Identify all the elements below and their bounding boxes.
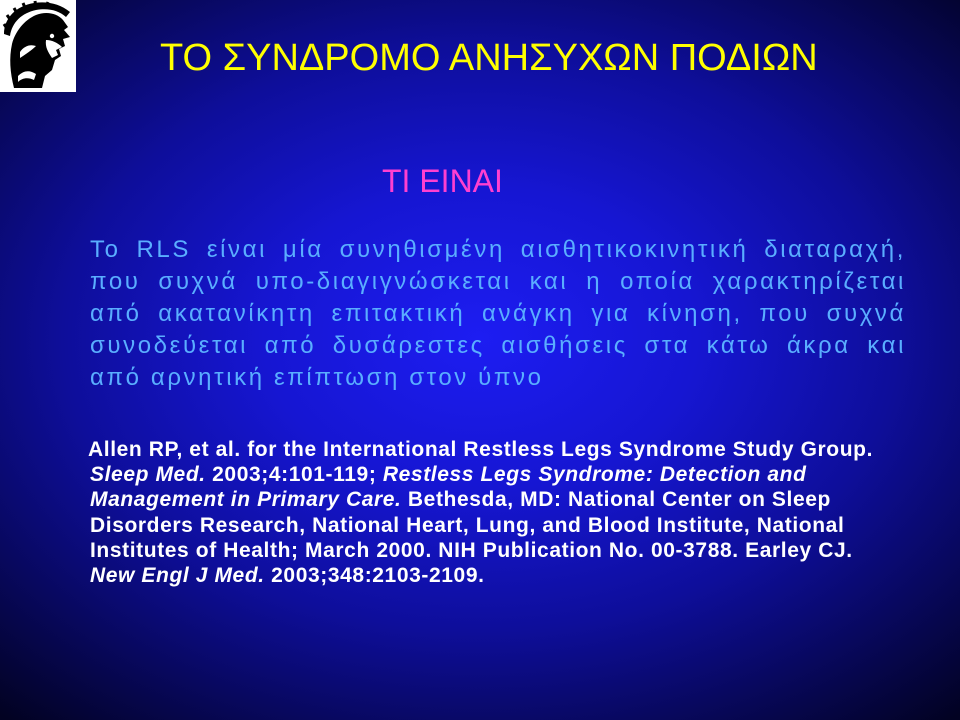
slide-subtitle: ΤΙ ΕΙΝΑΙ [382,163,503,199]
reference-line [88,487,873,512]
journal-name: New Engl J Med. [90,564,265,588]
reference-line [88,462,873,487]
journal-name: Sleep Med. [90,463,206,487]
definition-line: που συχνά υπο-διαγιγνώσκεται και η οποία χαρακτηρίζεται [90,268,906,295]
slide-title: ΤΟ ΣΥΝΔΡΟΜΟ ΑΝΗΣΥΧΩΝ ΠΟΔΙΩΝ [160,37,818,79]
university-logo [0,0,76,92]
definition-line: από ακατανίκητη επιτακτική ανάγκη για κίνηση, που συχνά [90,300,906,327]
reference-text: Allen RP, et al. for the International Restless Legs Syndrome Study Group. [88,438,873,461]
publication-title: Management in Primary Care. [90,488,402,512]
definition-line: Το RLS είναι μία συνηθισμένη αισθητικοκινητική διαταραχή, [90,236,906,263]
reference-text: 2003;348:2103-2109. [271,564,485,588]
reference-text: Disorders Research, National Heart, Lung, and Blood Institute, National [90,513,845,537]
reference-line [88,437,873,462]
definition-line: από αρνητική επίπτωση στον ύπνο [90,364,544,391]
definition-paragraph [90,234,906,394]
helmeted-head-logo-icon [0,0,76,92]
reference-text: Institutes of Health; March 2000. NIH Publication No. 00-3788. Earley CJ. [90,538,853,562]
reference-line [88,513,873,538]
reference-text: Bethesda, MD: National Center on Sleep [407,488,831,512]
publication-title: Restless Legs Syndrome: Detection and [382,463,807,487]
reference-line [88,563,873,588]
definition-line: συνοδεύεται από δυσάρεστες αισθήσεις στα κάτω άκρα και [90,332,906,359]
reference-text: 2003;4:101-119; [212,463,377,487]
reference-citation [88,437,873,588]
reference-line [88,538,873,563]
